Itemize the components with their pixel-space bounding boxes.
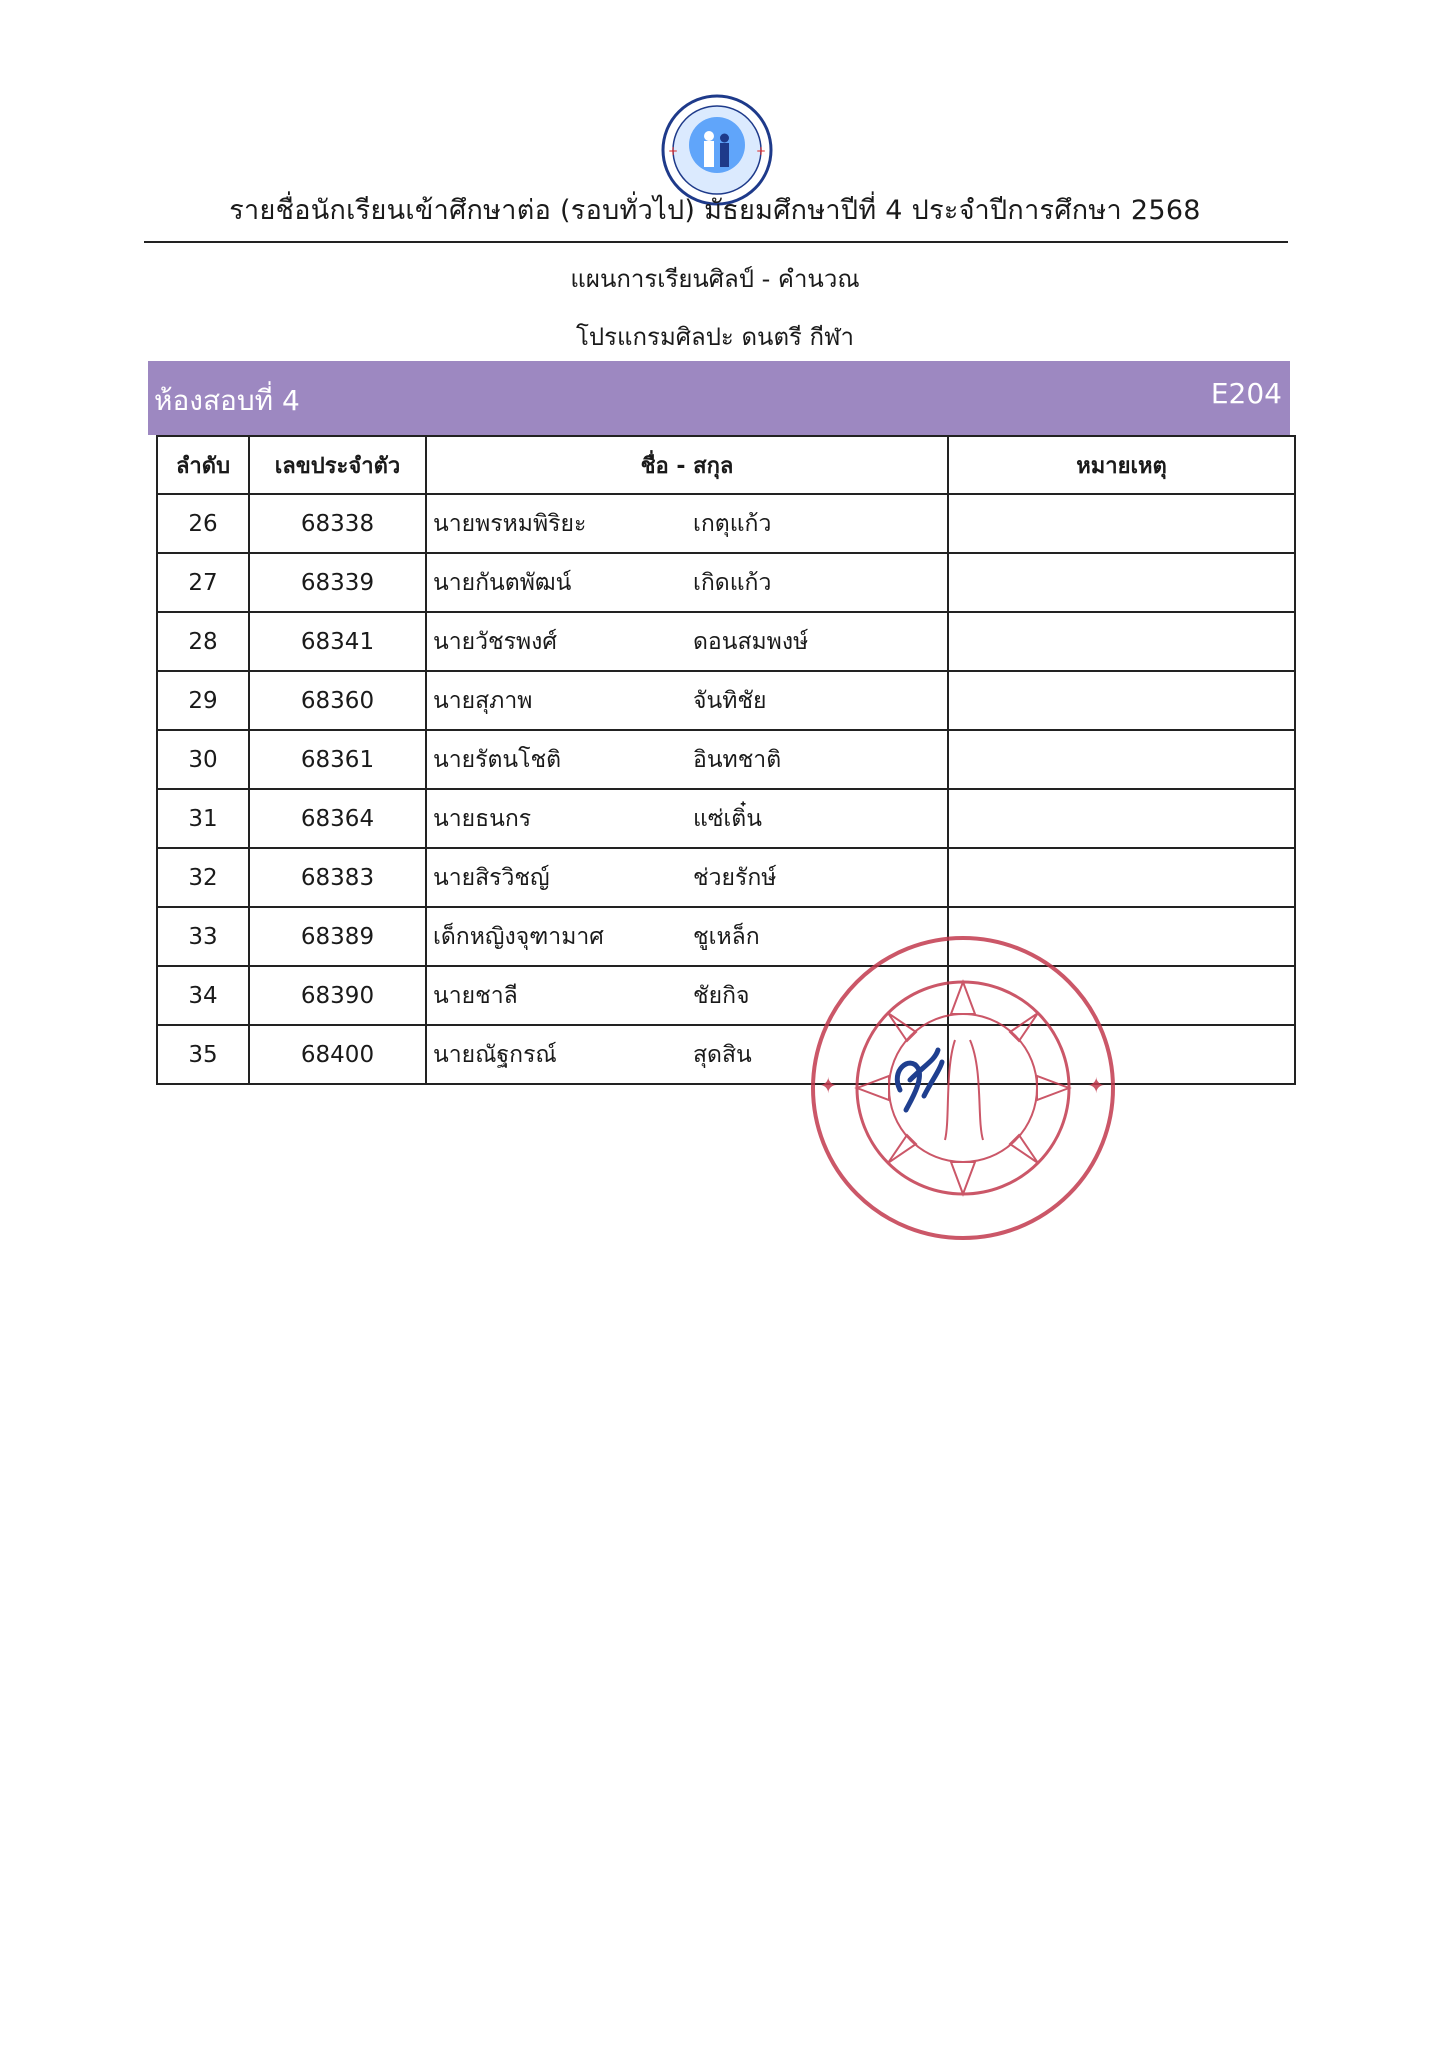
row-first-name: นายรัตนโชติ [433, 746, 562, 773]
row-order: 28 [157, 612, 249, 671]
row-order: 30 [157, 730, 249, 789]
row-full-name [426, 848, 948, 907]
row-first-name: นายณัฐกรณ์ [433, 1041, 557, 1068]
row-last-name: เกิดแก้ว [693, 569, 772, 596]
row-order: 29 [157, 671, 249, 730]
exam-room-name: ห้องสอบที่ 4 [154, 384, 300, 417]
title-divider [144, 241, 1288, 243]
row-student-id: 68339 [249, 553, 426, 612]
table-row [157, 494, 1295, 553]
header-student-id: เลขประจำตัว [249, 436, 426, 494]
row-student-id: 68341 [249, 612, 426, 671]
row-full-name [426, 671, 948, 730]
header-full-name: ชื่อ - สกุล [426, 436, 948, 494]
row-order: 35 [157, 1025, 249, 1084]
svg-text:✦: ✦ [819, 1074, 838, 1099]
row-last-name: แซ่เติ๋น [693, 805, 762, 832]
program-name: โปรแกรมศิลปะ ดนตรี กีฬา [576, 323, 854, 351]
row-order: 31 [157, 789, 249, 848]
school-stamp [805, 930, 1121, 1246]
row-remarks [948, 789, 1295, 848]
table-row [157, 907, 1295, 966]
row-full-name [426, 612, 948, 671]
page-title: รายชื่อนักเรียนเข้าศึกษาต่อ (รอบทั่วไป) มัธยมศึกษาปีที่ 4 ประจำปีการศึกษา 2568 [229, 195, 1201, 226]
row-first-name: นายพรหมพิริยะ [433, 510, 587, 537]
row-full-name [426, 494, 948, 553]
row-full-name [426, 789, 948, 848]
exam-room-bar [148, 361, 1290, 435]
row-first-name: นายธนกร [433, 805, 532, 832]
study-plan: แผนการเรียนศิลป์ - คำนวณ [570, 265, 860, 293]
row-student-id: 68361 [249, 730, 426, 789]
row-order: 27 [157, 553, 249, 612]
table-row [157, 612, 1295, 671]
row-last-name: อินทชาติ [693, 746, 782, 773]
header-order: ลำดับ [157, 436, 249, 494]
row-student-id: 68383 [249, 848, 426, 907]
row-remarks [948, 730, 1295, 789]
header-remarks: หมายเหตุ [948, 436, 1295, 494]
row-first-name: เด็กหญิงจุฑามาศ [433, 923, 604, 950]
table-row [157, 848, 1295, 907]
row-first-name: นายสุภาพ [433, 687, 533, 714]
row-student-id: 68390 [249, 966, 426, 1025]
table-row [157, 671, 1295, 730]
signature [880, 1040, 960, 1120]
row-full-name [426, 553, 948, 612]
row-order: 26 [157, 494, 249, 553]
svg-text:✦: ✦ [1087, 1074, 1106, 1099]
row-last-name: ดอนสมพงษ์ [693, 628, 809, 655]
svg-text:+: + [756, 144, 767, 158]
row-student-id: 68364 [249, 789, 426, 848]
table-row [157, 789, 1295, 848]
row-last-name: จันทิชัย [693, 687, 767, 714]
row-student-id: 68360 [249, 671, 426, 730]
table-row [157, 1025, 1295, 1084]
row-first-name: นายกันตพัฒน์ [433, 569, 572, 596]
row-remarks [948, 494, 1295, 553]
row-last-name: เกตุแก้ว [693, 510, 772, 537]
row-order: 33 [157, 907, 249, 966]
row-last-name: สุดสิน [693, 1041, 752, 1068]
svg-text:+: + [668, 144, 679, 158]
exam-room-code: E204 [1210, 377, 1282, 410]
row-student-id: 68400 [249, 1025, 426, 1084]
table-row [157, 553, 1295, 612]
row-first-name: นายชาลี [433, 982, 518, 1009]
row-remarks [948, 612, 1295, 671]
row-last-name: ชูเหล็ก [693, 923, 760, 950]
row-order: 32 [157, 848, 249, 907]
row-remarks [948, 848, 1295, 907]
row-remarks [948, 671, 1295, 730]
table-header-row [157, 436, 1295, 494]
row-order: 34 [157, 966, 249, 1025]
table-row [157, 730, 1295, 789]
row-last-name: ช่วยรักษ์ [693, 864, 777, 891]
row-first-name: นายวัชรพงศ์ [433, 628, 557, 655]
student-table [156, 435, 1296, 1085]
row-full-name [426, 730, 948, 789]
row-last-name: ชัยกิจ [693, 982, 750, 1009]
row-student-id: 68389 [249, 907, 426, 966]
row-student-id: 68338 [249, 494, 426, 553]
table-row [157, 966, 1295, 1025]
row-remarks [948, 553, 1295, 612]
row-first-name: นายสิรวิชญ์ [433, 864, 550, 891]
